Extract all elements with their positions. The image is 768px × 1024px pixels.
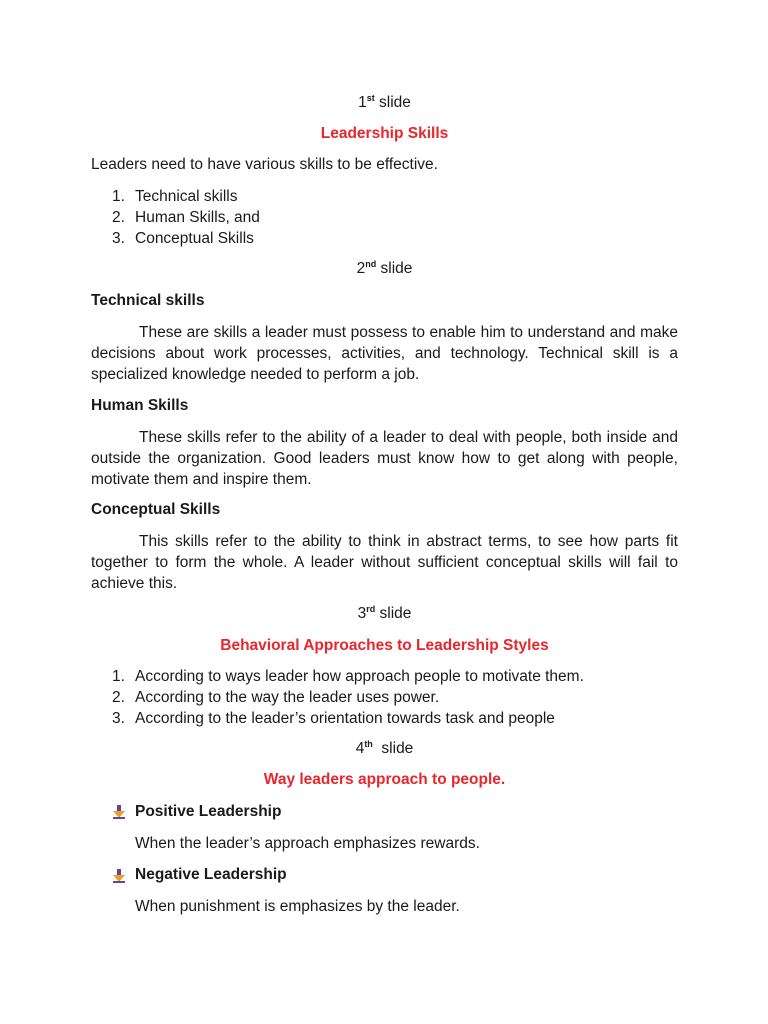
list-text: According to ways leader how approach people to motivate them.: [135, 668, 584, 685]
list-text: Human Skills, and: [135, 209, 260, 226]
slide-number: 1: [358, 94, 367, 111]
slide-ordinal: rd: [366, 604, 376, 614]
bullet-desc-positive: When the leader’s approach emphasizes rewards.: [135, 835, 480, 852]
section-heading-human: Human Skills: [91, 397, 189, 414]
slide-word: slide: [372, 740, 414, 757]
list-text: According to the leader’s orientation towards task and people: [135, 710, 555, 727]
slide-ordinal: th: [364, 739, 373, 749]
list-number: 1.: [112, 188, 125, 205]
section-body-technical: These are skills a leader must possess to enable him to understand and make decisions about work processes, activities, and technology. Technical skill is a specialized knowledge needed to perform a job.: [91, 324, 678, 383]
slide-number: 2: [356, 260, 366, 277]
bullet-title-negative: Negative Leadership: [135, 866, 287, 883]
list-number: 2.: [112, 689, 125, 706]
slide-label-2: [91, 259, 678, 280]
list-item: [91, 186, 260, 207]
list-text: Conceptual Skills: [135, 230, 254, 247]
skills-list: [91, 186, 260, 249]
section-heading-conceptual: Conceptual Skills: [91, 501, 221, 518]
list-number: 1.: [112, 668, 125, 685]
slide-ordinal: nd: [365, 259, 377, 269]
list-number: 3.: [112, 230, 125, 247]
list-number: 3.: [112, 710, 125, 727]
list-text: According to the way the leader uses power.: [135, 689, 440, 706]
list-number: 2.: [112, 209, 125, 226]
section-body-conceptual: This skills refer to the ability to think in abstract terms, to see how parts fit together to form the whole. A leader without sufficient conceptual skills will fail to achieve this.: [91, 533, 678, 592]
slide-label-3: [91, 604, 678, 625]
list-item: [91, 687, 584, 708]
arrow-down-icon: [113, 869, 125, 883]
slide-label-1: [91, 93, 678, 114]
bullet-title-positive: Positive Leadership: [135, 803, 282, 820]
list-item: [91, 666, 584, 687]
list-item: [91, 207, 260, 228]
slide1-intro: Leaders need to have various skills to be effective.: [91, 156, 438, 173]
section-body-human: These skills refer to the ability of a leader to deal with people, both inside and outside the organization. Good leaders must know how to get along with people, motivate them and inspire them.: [91, 429, 678, 488]
slide-word: slide: [376, 260, 413, 277]
slide-word: slide: [374, 94, 411, 111]
slide-word: slide: [375, 605, 412, 622]
approaches-list: [91, 666, 584, 729]
section-heading-technical: Technical skills: [91, 292, 205, 309]
slide3-title: Behavioral Approaches to Leadership Styles: [220, 637, 549, 654]
bullet-desc-negative: When punishment is emphasizes by the leader.: [135, 898, 460, 915]
slide4-title: Way leaders approach to people.: [263, 771, 506, 788]
arrow-down-icon: [113, 805, 125, 819]
slide-number: 3: [357, 605, 367, 622]
list-item: [91, 708, 584, 729]
slide-number: 4: [355, 740, 365, 757]
list-text: Technical skills: [135, 188, 238, 205]
slide-label-4: [91, 739, 678, 760]
slide-ordinal: st: [366, 93, 375, 103]
list-item: [91, 228, 260, 249]
slide1-title: Leadership Skills: [320, 125, 449, 142]
